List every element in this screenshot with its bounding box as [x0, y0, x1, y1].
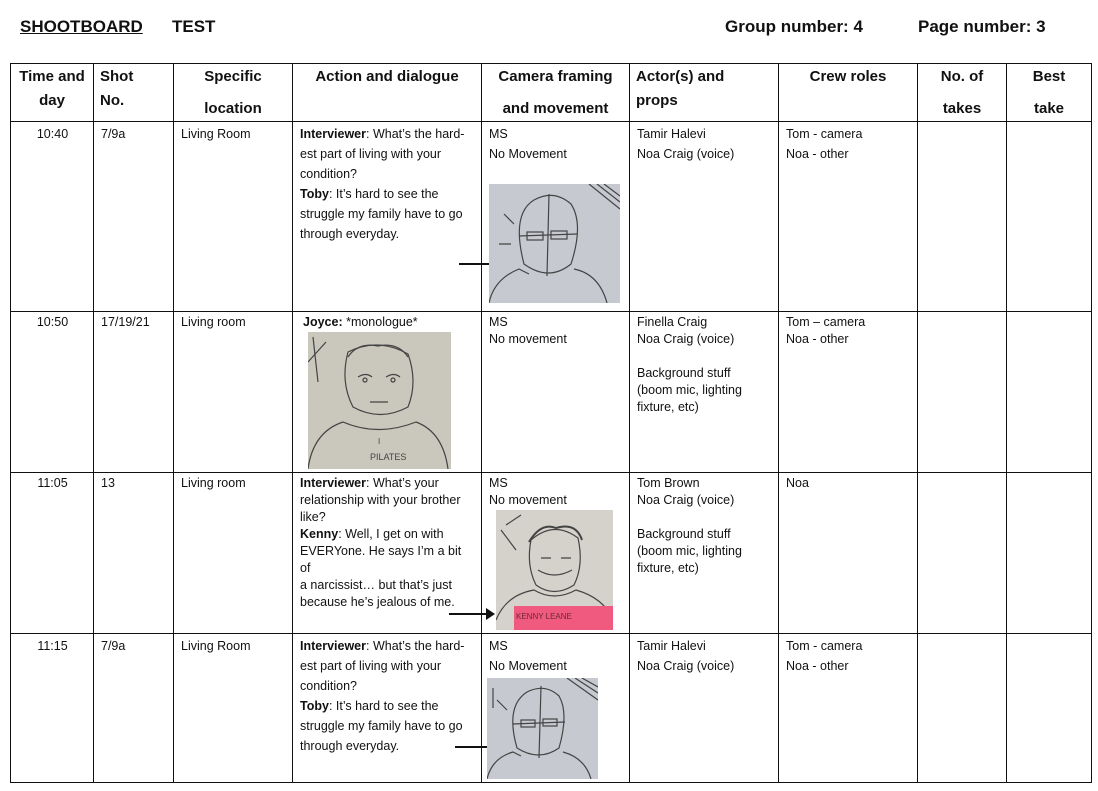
page-number: Page number: 3: [918, 17, 1046, 36]
time-cell: 11:15: [37, 639, 68, 653]
col-action: Action and dialogue: [293, 64, 482, 122]
actors-cell: Tom Brown Noa Craig (voice) Background stuff (boom mic, lighting fixture, etc): [637, 476, 742, 575]
document-subtitle: TEST: [172, 17, 216, 36]
action-cell: Interviewer: What’s the hard- est part of living with your condition? Toby: It’s hard to see the struggle my family have to go through everyday.: [300, 127, 465, 241]
time-cell: 11:05: [37, 476, 68, 490]
document-title: SHOOTBOARD: [20, 17, 143, 36]
shootboard-table: [10, 63, 1092, 783]
action-cell: Joyce: *monologue*: [303, 315, 418, 329]
col-shot: Shot No.: [94, 64, 174, 122]
table-row: [11, 312, 1092, 473]
camera-cell: MS No Movement: [489, 127, 567, 161]
location-cell: Living room: [181, 476, 246, 490]
shot-cell: 7/9a: [101, 127, 126, 141]
storyboard-sketch: [487, 678, 598, 779]
col-takes: No. of takes: [918, 64, 1007, 122]
sketch-text: PILATES: [370, 452, 407, 462]
best-take-cell[interactable]: [1007, 312, 1092, 473]
shot-cell: 7/9a: [101, 639, 126, 653]
shot-cell: 13: [101, 476, 115, 490]
time-cell: 10:40: [36, 127, 69, 141]
sketch-text: I: [378, 437, 381, 446]
col-actors: Actor(s) and props: [630, 64, 779, 122]
takes-cell[interactable]: [918, 473, 1007, 634]
takes-cell[interactable]: [918, 634, 1007, 783]
crew-cell: Tom - camera Noa - other: [786, 127, 863, 161]
crew-cell: Tom - camera Noa - other: [786, 639, 863, 673]
table-row: [11, 122, 1092, 312]
actors-cell: Tamir Halevi Noa Craig (voice): [637, 127, 735, 161]
location-cell: Living Room: [181, 639, 251, 653]
table-row: [11, 634, 1092, 783]
col-best: Best take: [1007, 64, 1092, 122]
storyboard-sketch: [496, 510, 613, 630]
crew-cell: Noa: [786, 476, 809, 490]
group-number: Group number: 4: [725, 17, 863, 36]
camera-cell: MS No Movement: [489, 639, 567, 673]
best-take-cell[interactable]: [1007, 473, 1092, 634]
storyboard-sketch: [308, 332, 451, 469]
camera-cell: MS No movement: [489, 476, 567, 507]
table-row: [11, 473, 1092, 634]
best-take-cell[interactable]: [1007, 122, 1092, 312]
col-time: Time and day: [11, 64, 94, 122]
sketch-text: KENNY LEANE: [516, 612, 572, 621]
storyboard-sketch: [489, 184, 620, 303]
camera-cell: MS No movement: [489, 315, 567, 346]
crew-cell: Tom – camera Noa - other: [786, 315, 866, 346]
actors-cell: Tamir Halevi Noa Craig (voice): [637, 639, 735, 673]
takes-cell[interactable]: [918, 312, 1007, 473]
action-cell: Interviewer: What’s your relationship with your brother like? Kenny: Well, I get on with EVERYone. He says I’m a bit of a narcissist… but that’s just because he’s jealous of me.: [300, 476, 462, 609]
header-row: [11, 64, 1092, 122]
col-location: Specific location: [174, 64, 293, 122]
time-cell: 10:50: [36, 315, 69, 329]
best-take-cell[interactable]: [1007, 634, 1092, 783]
location-cell: Living room: [181, 315, 246, 329]
action-cell: Interviewer: What’s the hard- est part of living with your condition? Toby: It’s hard to see the struggle my family have to go through everyday.: [300, 639, 465, 753]
col-crew: Crew roles: [779, 64, 918, 122]
shot-cell: 17/19/21: [101, 315, 150, 329]
col-camera: Camera framing and movement: [482, 64, 630, 122]
actors-cell: Finella Craig Noa Craig (voice) Background stuff (boom mic, lighting fixture, etc): [637, 315, 742, 414]
takes-cell[interactable]: [918, 122, 1007, 312]
location-cell: Living Room: [181, 127, 251, 141]
